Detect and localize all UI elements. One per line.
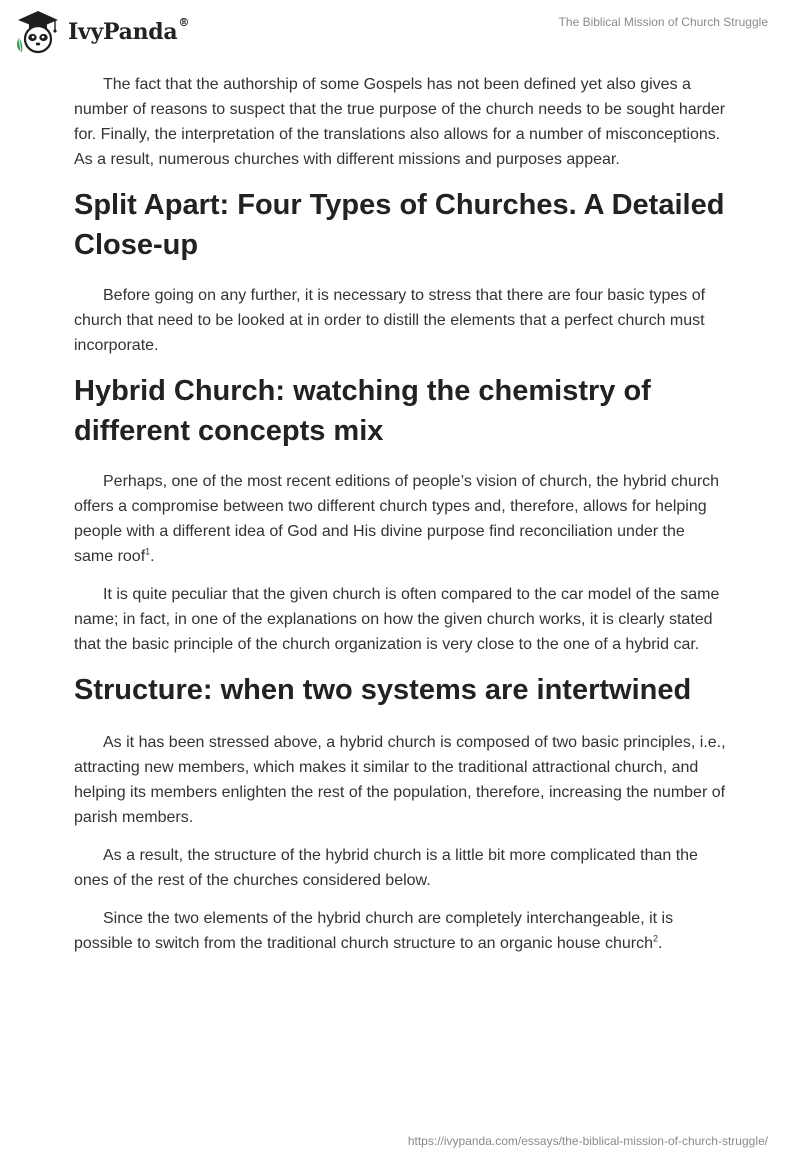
paragraph xyxy=(74,906,728,956)
paragraph xyxy=(74,469,728,569)
paragraph-text: Perhaps, one of the most recent editions of people’s vision of church, the hybrid church offers a compromise between two different church types and, therefore, allows for helping people with a different idea of God and His divine purpose find reconciliation under the same roof xyxy=(74,473,720,565)
ivypanda-logo[interactable] xyxy=(14,8,189,56)
paragraph: As a result, the structure of the hybrid church is a little bit more complicated than the ones of the rest of the churches considered below. xyxy=(74,847,698,889)
page-header xyxy=(0,0,800,60)
paragraph: Before going on any further, it is necessary to stress that there are four basic types of church that need to be looked at in order to distill the elements that a perfect church must incorporate. xyxy=(74,287,706,354)
paragraph-end: . xyxy=(657,935,663,952)
section-heading: Structure: when two systems are intertwined xyxy=(74,674,692,706)
brand-name: IvyPanda xyxy=(68,19,178,45)
essay-content xyxy=(74,72,728,969)
paragraph: It is quite peculiar that the given church is often compared to the car model of the same name; in fact, in one of the explanations on how the given church works, it is clearly stated that the basic principle of the church organization is very close to the one of a hybrid car. xyxy=(74,586,720,653)
footnote-ref-2[interactable]: 2 xyxy=(652,933,658,944)
paragraph: The fact that the authorship of some Gospels has not been defined yet also gives a number of reasons to suspect that the true purpose of the church needs to be sought harder for. Finally, the interpretation of the translations also allows for a number of misconceptions. As a result, numerous churches with different missions and purposes appear. xyxy=(74,76,726,168)
panda-graduate-icon xyxy=(14,8,62,56)
logo-wordmark xyxy=(68,16,190,45)
footer-source-url[interactable]: https://ivypanda.com/essays/the-biblical-mission-of-church-struggle/ xyxy=(407,1134,768,1148)
paragraph-text: Since the two elements of the hybrid church are completely interchangeable, it is possible to switch from the traditional church structure to an organic house church xyxy=(74,910,674,952)
section-heading: Hybrid Church: watching the chemistry of different concepts mix xyxy=(74,375,651,447)
paragraph-end: . xyxy=(150,548,155,565)
document-title: The Biblical Mission of Church Struggle xyxy=(558,15,768,29)
paragraph: As it has been stressed above, a hybrid church is composed of two basic principles, i.e., attracting new members, which makes it similar to the traditional attractional church, and helping its members enlighten the rest of the population, therefore, increasing the number of parish members. xyxy=(74,734,726,826)
footnote-ref-1[interactable]: 1 xyxy=(145,546,151,557)
registered-mark: ® xyxy=(178,16,190,29)
section-heading: Split Apart: Four Types of Churches. A Detailed Close-up xyxy=(74,189,725,261)
